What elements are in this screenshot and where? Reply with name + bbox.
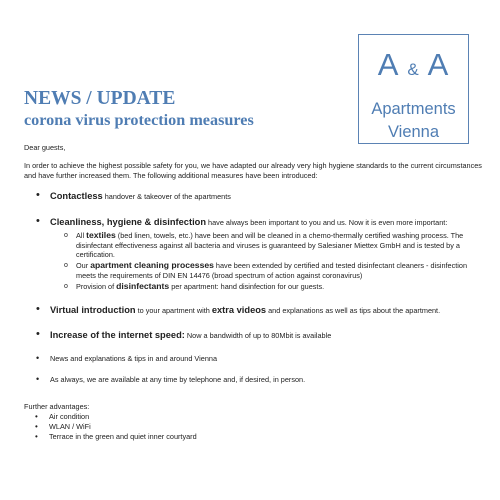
bullet: • bbox=[36, 215, 40, 228]
measure-internet-title: Increase of the internet speed: bbox=[50, 329, 185, 340]
bullet: • bbox=[36, 327, 40, 340]
sub-item-textiles bbox=[50, 231, 484, 259]
sub-item-textiles-pre: All bbox=[76, 231, 87, 241]
sub-item-textiles-text: (bed linen, towels, etc.) have been and will be cleaned in a chemo-thermally certified washing process. The disinfectant effectiveness against all bacteria and viruses is guaranteed by Salesianer Miettex GmbH and is tested by a certification. bbox=[76, 231, 464, 260]
letter-body bbox=[24, 143, 484, 384]
sub-bullet: o bbox=[64, 262, 68, 270]
logo-ampersand: & bbox=[407, 60, 420, 79]
measure-contactless bbox=[24, 190, 484, 203]
further-advantages bbox=[24, 402, 197, 442]
measure-internet bbox=[24, 329, 484, 342]
advantage-terrace: Terrace in the green and quiet inner courtyard bbox=[49, 432, 197, 441]
bullet: • bbox=[36, 352, 40, 363]
page-title: NEWS / UPDATE bbox=[24, 88, 176, 109]
list-item bbox=[24, 432, 197, 442]
logo-monogram bbox=[359, 49, 468, 86]
measure-cleanliness-text: have always been important to you and us. Now it is even more important: bbox=[206, 218, 448, 228]
sub-item-disinfectants bbox=[50, 282, 484, 291]
measure-news-text: News and explanations & tips in and around Vienna bbox=[50, 353, 217, 363]
measure-virtual-keyword: extra videos bbox=[211, 304, 267, 315]
measure-available-text: As always, we are available at any time by telephone and, if desired, in person. bbox=[50, 375, 306, 385]
measure-virtual bbox=[24, 304, 484, 317]
advantage-air-condition: Air condition bbox=[49, 412, 90, 421]
logo-letter-b: A bbox=[427, 47, 450, 82]
logo-text-apartments: Apartments bbox=[371, 100, 456, 118]
sub-item-disinfectants-pre: Provision of bbox=[76, 282, 117, 292]
bullet: • bbox=[35, 422, 38, 431]
page-subtitle: corona virus protection measures bbox=[24, 111, 254, 129]
measure-cleanliness bbox=[24, 216, 484, 291]
page-heading bbox=[24, 88, 354, 130]
measure-internet-text: Now a bandwidth of up to 80Mbit is available bbox=[184, 330, 332, 340]
sub-item-disinfectants-keyword: disinfectants bbox=[116, 281, 170, 292]
measure-available bbox=[24, 375, 484, 384]
measure-virtual-text-b: and explanations as well as tips about the apartment. bbox=[266, 305, 441, 315]
bullet: • bbox=[35, 412, 38, 421]
bullet: • bbox=[35, 432, 38, 441]
further-advantages-heading: Further advantages: bbox=[24, 402, 90, 411]
sub-item-cleaning bbox=[50, 261, 484, 280]
logo-text-vienna: Vienna bbox=[387, 123, 440, 141]
measure-contactless-title: Contactless bbox=[50, 191, 103, 202]
sub-item-textiles-keyword: textiles bbox=[86, 230, 116, 241]
measure-contactless-text: handover & takeover of the apartments bbox=[102, 192, 231, 202]
further-advantages-list bbox=[24, 412, 197, 442]
cleanliness-sublist bbox=[50, 231, 484, 291]
logo-letter-a: A bbox=[377, 47, 398, 82]
list-item bbox=[24, 422, 197, 432]
advantage-wlan: WLAN / WiFi bbox=[49, 422, 91, 431]
measure-virtual-text-a: to your apartment with bbox=[135, 305, 212, 315]
sub-bullet: o bbox=[64, 283, 68, 291]
bullet: • bbox=[36, 302, 40, 315]
bullet: • bbox=[36, 189, 40, 202]
measure-news bbox=[24, 354, 484, 363]
measures-list bbox=[24, 190, 484, 384]
measure-virtual-title: Virtual introduction bbox=[50, 304, 136, 315]
greeting: Dear guests, bbox=[24, 143, 66, 152]
list-item bbox=[24, 412, 197, 422]
brand-logo bbox=[358, 34, 469, 144]
intro-paragraph: In order to achieve the highest possible safety for you, we have adapted our already very high hygiene standards to the current circumstances and have further increased them. The following additional measures have been introduced: bbox=[24, 161, 482, 180]
measure-cleanliness-title: Cleanliness, hygiene & disinfection bbox=[50, 217, 207, 228]
sub-item-cleaning-pre: Our bbox=[76, 261, 91, 271]
sub-item-cleaning-text: have been extended by certified and tested disinfectant cleaners - disinfection meets the requirements of DIN EN 14476 (broad spectrum of action against coronavirus) bbox=[76, 261, 468, 280]
sub-item-cleaning-keyword: apartment cleaning processes bbox=[90, 260, 214, 271]
sub-item-disinfectants-text: per apartment: hand disinfection for our guests. bbox=[169, 282, 325, 292]
sub-bullet: o bbox=[64, 232, 68, 240]
bullet: • bbox=[36, 374, 40, 385]
